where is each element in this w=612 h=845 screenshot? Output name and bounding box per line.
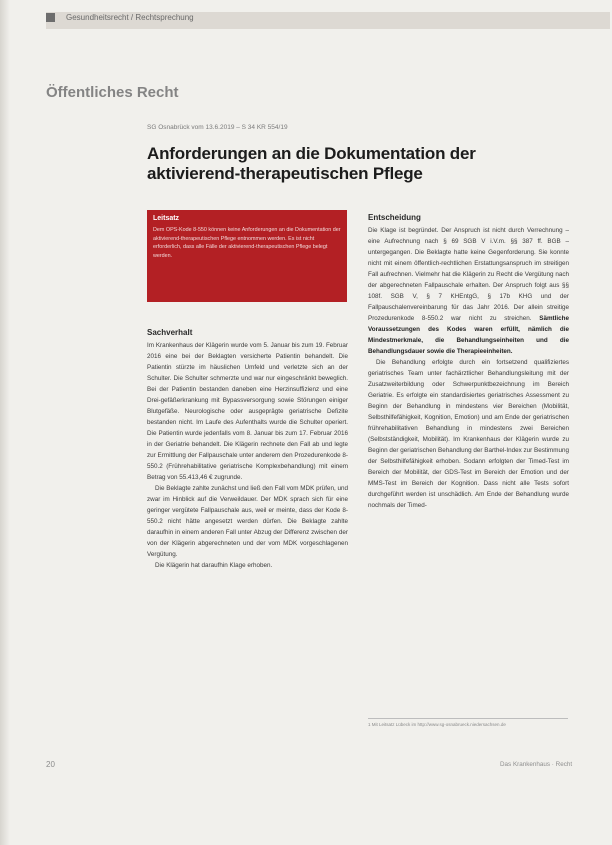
sachverhalt-paragraph: Im Krankenhaus der Klägerin wurde vom 5. Januar bis zum 19. Februar 2016 eine bei der Beklagten versicherte Patientin behandelt. Die Patientin stürzte im häuslichen Umfeld und verletzte sich an der Schulter. Die Schulter schmerzte und war nur eingeschränkt beweglich. Bei der Patientin bestanden daneben eine Herzinsuffizienz und eine Drei-gefäßerkrankung mit Bypassversorgung sowie Störungen einiger Blutgefäße. Neurologische oder ausgeprägte geriatrische Defizite bestanden nicht. Im Laufe des Aufenthalts wurde die Schulter operiert. Die Patientin wurde jedenfalls vom 8. Januar bis zum 17. Februar 2016 in der Geriatrie behandelt. Die Klägerin rechnete den Fall ab und legte zur Ermittlung der Fallpauschale unter anderem den Prozedurenkode 8-550.2 (Frührehabilitative geriatrische Komplexbehandlung) mit einem Betrag von 55.413,46 € zugrunde. xyxy=(147,342,348,481)
sachverhalt-paragraph: Die Klägerin hat daraufhin Klage erhoben. xyxy=(155,562,273,569)
leitsatz-text: Dem OPS-Kode 8-550 können keine Anforderungen an die Dokumentation der aktivierend-therapeutischen Pflege entnommen werden. Es ist nicht erforderlich, dass alle Fälle der aktivierend-therapeutischen Pflege belegt werden. xyxy=(153,227,341,259)
entscheidung-emphasis: Sämtliche Voraussetzungen des Kodes waren erfüllt, nämlich die Mindestmerkmale, die Behandlungseinheiten und die Behandlungsdauer sowie die Therapieeinheiten. xyxy=(368,315,569,355)
sachverhalt-heading: Sachverhalt xyxy=(147,328,193,337)
court-citation: SG Osnabrück vom 13.6.2019 – S 34 KR 554/19 xyxy=(147,124,288,131)
running-header: Gesundheitsrecht / Rechtsprechung xyxy=(66,13,194,22)
page-number: 20 xyxy=(46,760,55,769)
section-title: Öffentliches Recht xyxy=(46,84,179,101)
header-square-icon xyxy=(46,13,55,22)
leitsatz-heading: Leitsatz xyxy=(153,215,180,222)
entscheidung-paragraph: Die Behandlung erfolgte durch ein fortsetzend qualifiziertes geriatrisches Team unter fachärztlicher Behandlungsleitung mit der Zusatzweiterbildung oder Schwerpunktbezeichnung im Bereich Geriatrie. Es erfolgte ein standardisiertes geriatrisches Assessment zu Beginn der Behandlung in mindestens vier Bereichen (Mobilität, Selbsthilfefähigkeit, Kognition, Emotion) und am Ende der geriatrischen frührehabilitativen Behandlung in mindestens zwei Bereichen (Selbstständigkeit, Mobilität). Im Krankenhaus der Klägerin wurde zu Beginn der geriatrischen Behandlung der Barthel-Index zur Bestimmung der Selbsthilfefähigkeit erhoben. Sodann erfolgten der Timed-Test im Bereich der Mobilität, der GDS-Test im Bereich der Emotion und der MMS-Test im Bereich der Kognition. Dass nicht alle Tests sofort durchgeführt werden ist unschädlich. Am Ende der Behandlung wurde nochmals der Timed- xyxy=(368,359,569,509)
entscheidung-text: Die Klage ist begründet. Der Anspruch ist nicht durch Verrechnung – eine Aufrechnung nach § 69 SGB V i.V.m. §§ 387 ff. BGB – untergegangen. Die Beklagte hatte keine Gegenforderung. Sie konnte nicht mit einem öffentlich-rechtlichen Erstattungsanspruch im streitigen Fall aufrechnen. Vielmehr hat die Klägerin zu Recht die Vergütung nach der abgerechneten Fallpauschale erhalten. Der Anspruch folgt aus §§ 108f. SGB V, § 7 KHEntgG, § 17b KHG und der Fallpauschalenvereinbarung für das Jahr 2016. Der allein streitige Prozedurenkode 8-550.2 war nicht zu streichen. xyxy=(368,227,569,322)
right-column xyxy=(368,213,569,511)
journal-name: Das Krankenhaus · Recht xyxy=(500,761,573,768)
page-edge-shadow xyxy=(0,0,10,845)
article-title: Anforderungen an die Dokumentation der aktivierend-therapeutischen Pflege xyxy=(147,144,476,183)
footnote: 1 Mit Leitsatz Lübeck im http://www.sg-osnabrueck.niedersachsen.de xyxy=(368,722,506,727)
entscheidung-paragraph xyxy=(368,225,569,357)
footnote-divider xyxy=(368,718,568,719)
sachverhalt-paragraph: Die Beklagte zahlte zunächst und ließ den Fall vom MDK prüfen, und zwar im Hinblick auf die Verweildauer. Der MDK sprach sich für eine geringer vergütete Fallpauschale aus, weil er meinte, dass der Kode 8-550.2 nicht hätte angesetzt werden dürfen. Die Beklagte zahlte daraufhin in einem anderen Fall unter Abzug der Differenz zwischen der von der Klägerin abgerechneten und der vom MDK vorgeschlagenen Vergütung. xyxy=(147,485,348,558)
left-column xyxy=(147,328,348,571)
entscheidung-heading: Entscheidung xyxy=(368,213,421,222)
leitsatz-box xyxy=(147,210,347,302)
